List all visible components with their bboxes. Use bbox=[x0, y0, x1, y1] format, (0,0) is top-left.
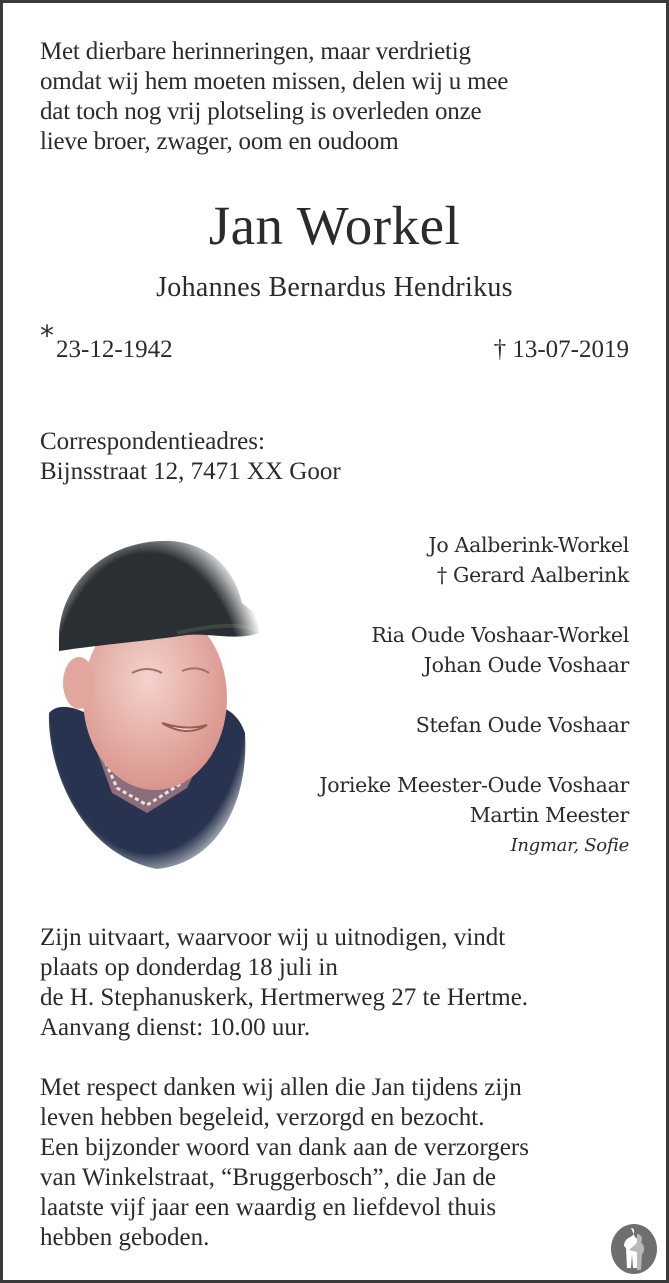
funeral-line: Zijn uitvaart, waarvoor wij u uitnodigen, vindt bbox=[40, 924, 506, 951]
family-member: † Gerard Aalberink bbox=[436, 563, 629, 587]
funeral-line: plaats op donderdag 18 juli in bbox=[40, 954, 338, 981]
family-group bbox=[189, 770, 629, 830]
family-member: Johan Oude Voshaar bbox=[423, 653, 629, 677]
birth-date-value: 23-12-1942 bbox=[56, 336, 173, 363]
intro-line: omdat wij hem moeten missen, delen wij u mee bbox=[40, 68, 509, 95]
death-cross-icon: † bbox=[493, 336, 507, 363]
family-group bbox=[189, 710, 629, 740]
family-member: Jorieke Meester-Oude Voshaar bbox=[319, 773, 629, 797]
obituary-notice bbox=[3, 3, 666, 1280]
grandchildren: Ingmar, Sofie bbox=[510, 835, 629, 856]
family-group bbox=[189, 620, 629, 680]
thanks-line: leven hebben begeleid, verzorgd en bezocht. bbox=[40, 1104, 485, 1131]
family-group bbox=[189, 530, 629, 590]
deceased-full-name: Johannes Bernardus Hendrikus bbox=[156, 272, 513, 303]
family-member: Ria Oude Voshaar-Workel bbox=[371, 623, 629, 647]
address-label: Correspondentieadres: bbox=[40, 428, 265, 455]
thanks-line: hebben geboden. bbox=[40, 1224, 210, 1251]
funeral-line: Aanvang dienst: 10.00 uur. bbox=[40, 1014, 311, 1041]
address-value: Bijnsstraat 12, 7471 XX Goor bbox=[40, 458, 341, 485]
family-list bbox=[189, 530, 629, 858]
death-date-value: 13-07-2019 bbox=[512, 336, 629, 363]
deceased-name: Jan Workel bbox=[208, 195, 461, 256]
thanks-line: van Winkelstraat, “Bruggerbosch”, die Jan de bbox=[40, 1164, 497, 1191]
birth-star-icon: * bbox=[40, 319, 54, 352]
death-date bbox=[494, 335, 629, 365]
intro-line: dat toch nog vrij plotseling is overleden onze bbox=[40, 98, 482, 125]
correspondence-address bbox=[40, 427, 341, 487]
funeral-line: de H. Stephanuskerk, Hertmerweg 27 te Hertme. bbox=[40, 984, 529, 1011]
embracing-figures-logo-icon bbox=[611, 1224, 657, 1274]
birth-date bbox=[40, 319, 173, 365]
intro-line: lieve broer, zwager, oom en oudoom bbox=[40, 128, 399, 155]
thanks-line: Met respect danken wij allen die Jan tijdens zijn bbox=[40, 1074, 522, 1101]
family-member: Martin Meester bbox=[469, 803, 629, 827]
thanks-line: laatste vijf jaar een waardig en liefdevol thuis bbox=[40, 1194, 497, 1221]
intro-text bbox=[40, 37, 640, 157]
funeral-details bbox=[40, 923, 660, 1043]
family-member: Jo Aalberink-Workel bbox=[428, 533, 629, 557]
family-member: Stefan Oude Voshaar bbox=[415, 713, 629, 737]
thanks-line: Een bijzonder woord van dank aan de verzorgers bbox=[40, 1134, 529, 1161]
intro-line: Met dierbare herinneringen, maar verdrietig bbox=[40, 38, 471, 65]
thanks-text bbox=[40, 1073, 660, 1253]
